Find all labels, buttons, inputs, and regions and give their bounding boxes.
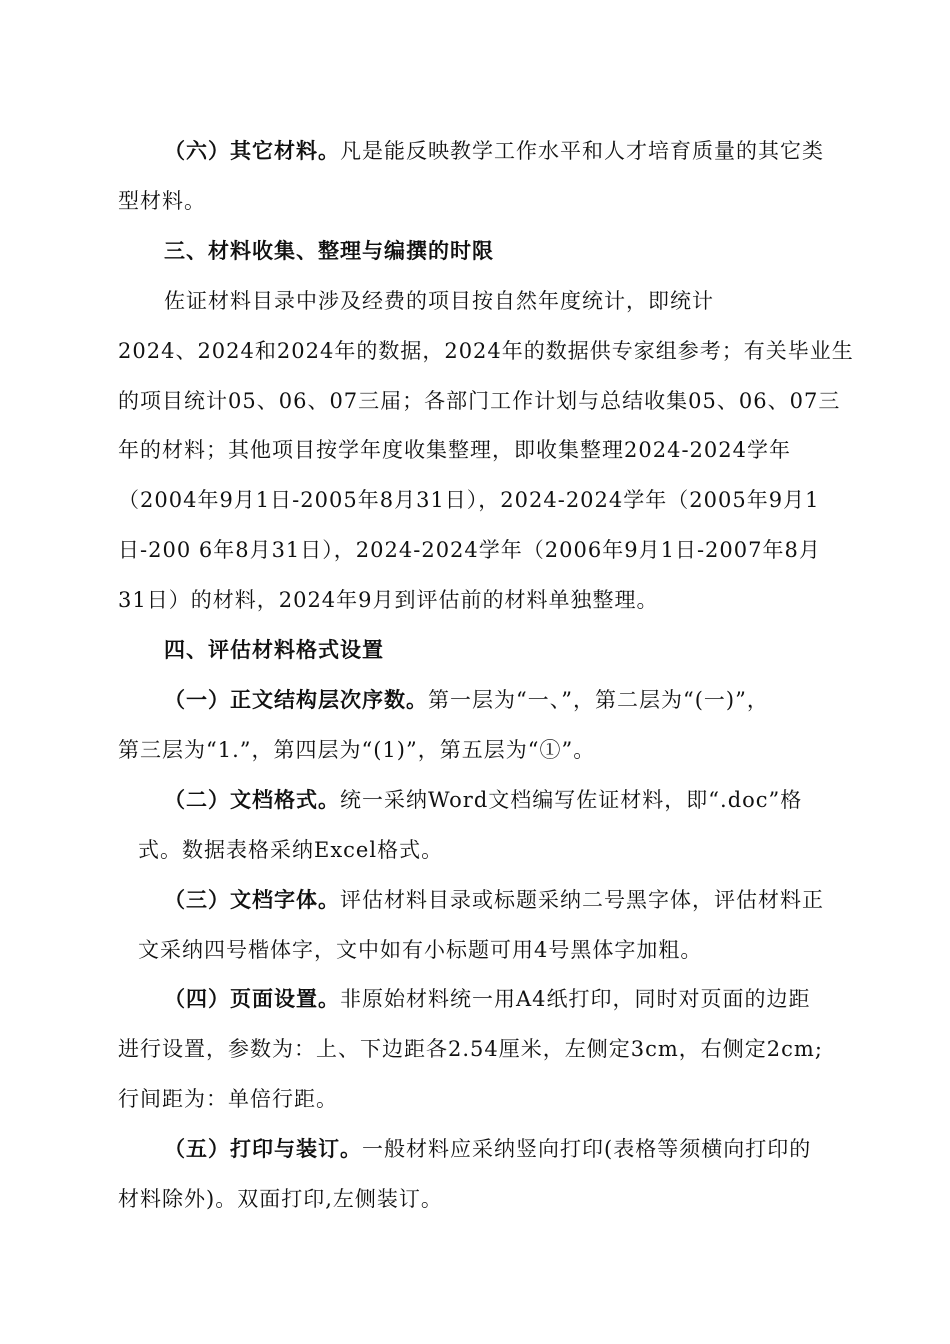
paragraph-page-setup-line3 — [118, 1085, 338, 1113]
body-line: 的项目统计05、06、07三届；各部门工作计划与总结收集05、06、07三 — [118, 389, 841, 413]
paragraph-other-materials-line2 — [118, 187, 206, 215]
body-line: 年的材料；其他项目按学年度收集整理，即收集整理2024-2024学年 — [118, 438, 791, 462]
subheading-structure: （一）正文结构层次序数。 — [164, 688, 428, 712]
paragraph-page-setup-line1 — [164, 985, 811, 1013]
subheading-other-materials: （六）其它材料。 — [164, 139, 340, 163]
subheading-print-bind: （五）打印与装订。 — [164, 1137, 362, 1161]
body-text: 第一层为“一、”，第二层为“(一)”， — [428, 688, 769, 712]
body-text: 式。数据表格采纳Excel格式。 — [138, 838, 444, 862]
section-heading-time-limit: 三、材料收集、整理与编撰的时限 — [164, 239, 494, 263]
body-line: （2004年9月1日-2005年8月31日），2024-2024学年（2005年9月1 — [118, 488, 820, 512]
paragraph-structure-line2 — [118, 736, 595, 764]
body-line: 2024、2024和2024年的数据，2024年的数据供专家组参考；有关毕业生 — [118, 339, 854, 363]
body-text: 材料除外)。双面打印,左侧装订。 — [118, 1187, 443, 1211]
body-line: 31日）的材料，2024年9月到评估前的材料单独整理。 — [118, 588, 659, 612]
paragraph-page-setup-line2 — [118, 1035, 823, 1063]
body-text: 凡是能反映教学工作水平和人才培育质量的其它类 — [340, 139, 824, 163]
body-line: 佐证材料目录中涉及经费的项目按自然年度统计，即统计 — [164, 289, 714, 313]
paragraph-doc-font-line2 — [138, 936, 702, 964]
paragraph-doc-format-line2 — [138, 836, 443, 864]
body-text: 一般材料应采纳竖向打印(表格等须横向打印的 — [362, 1137, 812, 1161]
paragraph-print-bind-line1 — [164, 1135, 811, 1163]
subheading-page-setup: （四）页面设置。 — [164, 987, 340, 1011]
paragraph-print-bind-line2 — [118, 1185, 443, 1213]
section-heading-format-settings: 四、评估材料格式设置 — [164, 638, 384, 662]
body-text: 进行设置，参数为：上、下边距各2.54厘米，左侧定3cm，右侧定2cm; — [118, 1037, 823, 1061]
body-text: 非原始材料统一用A4纸打印，同时对页面的边距 — [340, 987, 811, 1011]
paragraph-doc-format-line1 — [164, 786, 802, 814]
paragraph-structure-line1 — [164, 686, 769, 714]
body-text: 文采纳四号楷体字，文中如有小标题可用4号黑体字加粗。 — [138, 938, 703, 962]
paragraph-other-materials-line1 — [164, 137, 824, 165]
subheading-doc-format: （二）文档格式。 — [164, 788, 340, 812]
body-text: 第三层为“1.”，第四层为“(1)”，第五层为“①”。 — [118, 738, 596, 762]
paragraph-doc-font-line1 — [164, 886, 824, 914]
body-text: 评估材料目录或标题采纳二号黑字体，评估材料正 — [340, 888, 824, 912]
body-text: 行间距为：单倍行距。 — [118, 1087, 338, 1111]
subheading-doc-font: （三）文档字体。 — [164, 888, 340, 912]
body-text: 统一采纳Word文档编写佐证材料，即“.doc”格 — [340, 788, 803, 812]
body-text: 型材料。 — [118, 189, 206, 213]
body-line: 日-200 6年8月31日），2024-2024学年（2006年9月1日-2007年8月 — [118, 538, 821, 562]
